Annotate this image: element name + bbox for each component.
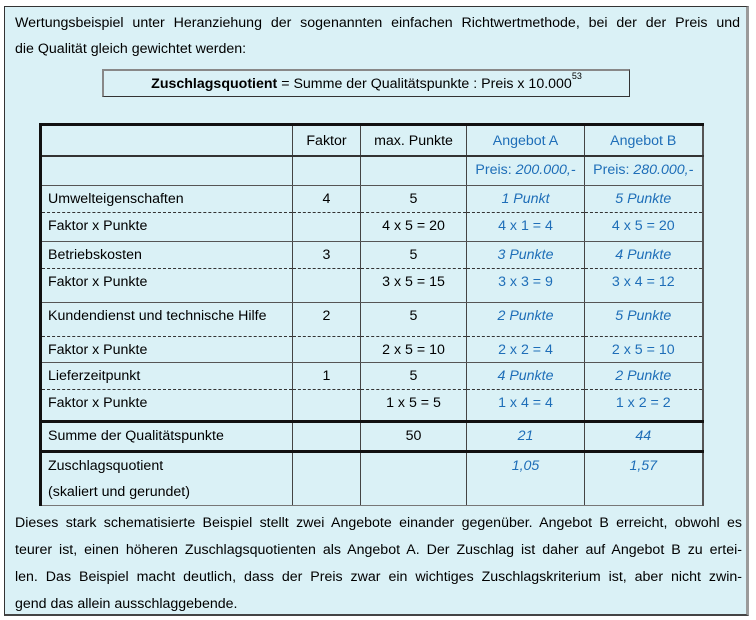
row-angebot-a: 4 Punkte [467, 363, 585, 390]
formula-expression: = Summe der Qualitätspunkte : Preis x 10.000 [277, 76, 572, 92]
row-criterion: Faktor x Punkte [41, 337, 293, 363]
row-max: 3 x 5 = 15 [361, 269, 467, 303]
row-max: 1 x 5 = 5 [361, 390, 467, 422]
row-angebot-b: 5 Punkte [585, 303, 703, 337]
header-angebot-a: Angebot A [467, 125, 585, 156]
sum-angebot-b: 44 [585, 422, 703, 452]
quotient-note: (skaliert und gerundet) [48, 484, 190, 500]
table-row [41, 269, 703, 303]
price-b-value: 280.000,- [633, 161, 694, 178]
formula-box [102, 69, 630, 97]
header-faktor: Faktor [293, 125, 361, 156]
row-faktor: 3 [293, 242, 361, 269]
row-criterion: Umwelteigenschaften [41, 186, 293, 213]
row-angebot-b: 3 x 4 = 12 [585, 269, 703, 303]
conclusion-line-1: Dieses stark schematisierte Beispiel stellt zwei Angebote einander gegenüber. Angebot B erreicht, obwohl es [15, 515, 742, 531]
table-row [41, 186, 703, 213]
row-criterion: Kundendienst und technische Hilfe [41, 303, 293, 337]
row-faktor [293, 337, 361, 363]
header-criterion [41, 125, 293, 156]
quotient-label: Zuschlagsquotient [48, 458, 164, 474]
row-angebot-a: 4 x 1 = 4 [467, 213, 585, 242]
quotient-criterion [41, 452, 293, 506]
table-row [41, 363, 703, 390]
row-angebot-a: 1 x 4 = 4 [467, 390, 585, 422]
row-angebot-a: 3 x 3 = 9 [467, 269, 585, 303]
price-b-label: Preis: [593, 161, 634, 178]
sum-max: 50 [361, 422, 467, 452]
sum-faktor [293, 422, 361, 452]
row-criterion: Faktor x Punkte [41, 213, 293, 242]
footnote-marker: 53 [571, 71, 582, 81]
row-angebot-b: 4 Punkte [585, 242, 703, 269]
intro-line-2: die Qualität gleich gewichtet werden: [15, 41, 247, 57]
row-faktor [293, 390, 361, 422]
row-criterion: Faktor x Punkte [41, 390, 293, 422]
row-angebot-b: 1 x 2 = 2 [585, 390, 703, 422]
intro-paragraph [15, 10, 740, 62]
price-empty-1 [41, 156, 293, 186]
row-criterion: Lieferzeitpunkt [41, 363, 293, 390]
conclusion-paragraph [15, 510, 742, 618]
price-empty-2 [293, 156, 361, 186]
intro-line-1: Wertungsbeispiel unter Heranziehung der sogenannten einfachen Richtwertmethode, bei der der Preis und [15, 15, 740, 31]
sum-row [41, 422, 703, 452]
row-criterion: Betriebskosten [41, 242, 293, 269]
row-max: 5 [361, 363, 467, 390]
row-faktor: 4 [293, 186, 361, 213]
row-max: 5 [361, 242, 467, 269]
quotient-faktor [293, 452, 361, 506]
formula-term: Zuschlagsquotient [151, 76, 278, 92]
table-header-row [41, 125, 703, 156]
row-faktor: 2 [293, 303, 361, 337]
table-row [41, 337, 703, 363]
row-angebot-b: 2 Punkte [585, 363, 703, 390]
evaluation-table [39, 123, 704, 506]
table-row [41, 303, 703, 337]
row-angebot-a: 2 Punkte [467, 303, 585, 337]
row-faktor: 1 [293, 363, 361, 390]
conclusion-line-3: len. Das Beispiel macht deutlich, dass der Preis zwar ein wichtiges Zuschlagskriterium ist, aber nicht zwin- [15, 569, 742, 585]
header-angebot-b: Angebot B [585, 125, 703, 156]
table-row [41, 242, 703, 269]
price-angebot-b [585, 156, 703, 186]
quotient-angebot-a: 1,05 [467, 452, 585, 506]
sum-criterion: Summe der Qualitätspunkte [41, 422, 293, 452]
price-row [41, 156, 703, 186]
quotient-max [361, 452, 467, 506]
price-angebot-a [467, 156, 585, 186]
conclusion-line-2: teurer ist, einen höheren Zuschlagsquotienten als Angebot A. Der Zuschlag ist daher auf Angebot B zu ertei- [15, 542, 742, 558]
quotient-row [41, 452, 703, 506]
row-max: 2 x 5 = 10 [361, 337, 467, 363]
price-empty-3 [361, 156, 467, 186]
row-faktor [293, 269, 361, 303]
conclusion-line-4: gend das allein ausschlaggebende. [15, 596, 238, 612]
header-max-punkte: max. Punkte [361, 125, 467, 156]
row-max: 5 [361, 303, 467, 337]
price-a-label: Preis: [475, 161, 516, 178]
sum-angebot-a: 21 [467, 422, 585, 452]
row-angebot-a: 1 Punkt [467, 186, 585, 213]
document-box [4, 6, 749, 616]
row-angebot-b: 5 Punkte [585, 186, 703, 213]
row-criterion: Faktor x Punkte [41, 269, 293, 303]
table-row [41, 390, 703, 422]
row-angebot-a: 2 x 2 = 4 [467, 337, 585, 363]
price-a-value: 200.000,- [515, 161, 576, 178]
row-angebot-b: 2 x 5 = 10 [585, 337, 703, 363]
table-row [41, 213, 703, 242]
row-angebot-b: 4 x 5 = 20 [585, 213, 703, 242]
row-max: 4 x 5 = 20 [361, 213, 467, 242]
row-angebot-a: 3 Punkte [467, 242, 585, 269]
row-max: 5 [361, 186, 467, 213]
quotient-angebot-b: 1,57 [585, 452, 703, 506]
row-faktor [293, 213, 361, 242]
